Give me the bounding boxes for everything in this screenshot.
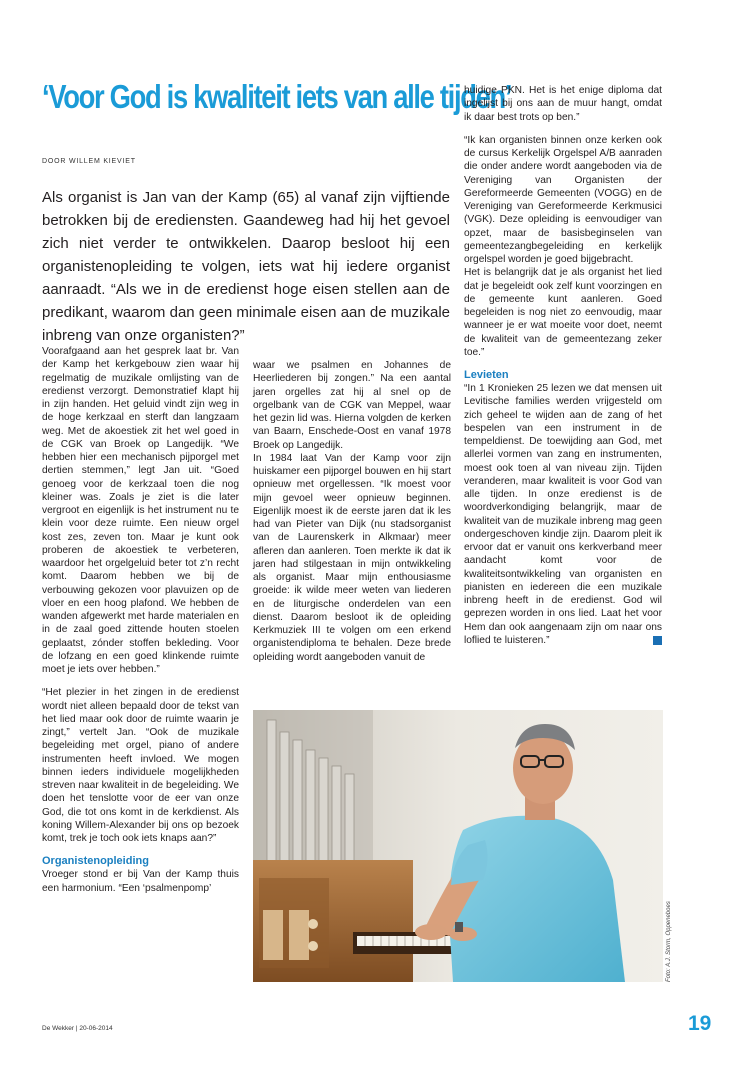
column-3: [464, 84, 662, 647]
body-paragraph: huidige PKN. Het is het enige diploma dat ingelijst bij ons aan de muur hangt, omdat ik daar best trots op ben.”: [464, 85, 662, 123]
body-paragraph: “Ik kan organisten binnen onze kerken ook de cursus Kerkelijk Orgelspel A/B aanraden die onder andere wordt aangeboden via de Vereniging van Organisten der Gereformeerde Gemeenten (VOGG) en de Vereniging van Gereformeerde Kerkmusici (VGK). Deze opleiding is eenvoudiger van opzet, maar de basisbeginselen van gemeentezangbegeleiding en kerkelijk orgelspel worden je goed bijgebracht.: [464, 134, 662, 265]
organist-photo: [253, 710, 663, 982]
subheading-levieten: Levieten: [464, 369, 509, 381]
body-paragraph: “Het plezier in het zingen in de eredienst wordt niet alleen bepaald door de tekst van het lied maar ook door de ruimte waarin je zingt,” vertelt Jan. “Ook de muzikale begeleiding met orgel, piano of andere instrumenten heeft invloed. We mogen binnen ieders individuele mogelijkheden streven naar kwaliteit in de begeleiding. We doen het tenslotte voor de eer van onze God, die tot ons komt in de kerkdienst. Als koning Willem-Alexander bij ons op bezoek komt, trek je toch ook iets knaps aan?”: [42, 687, 239, 844]
column-1: [42, 345, 239, 895]
footer-publication: De Wekker | 20-06-2014: [42, 1025, 113, 1032]
body-paragraph: Voorafgaand aan het gesprek laat br. Van der Kamp het kerkgebouw zien waar hij regelmatig de muzikale omlijsting van de eredienst verzorgt. Demonstratief klapt hij in zijn handen. Het geluid vindt zijn weg in de hoge kerkzaal en sterft dan langzaam weg. Met de akoestiek zit het wel goed in de CGK van Broek op Langedijk. “We hebben hier een mechanisch pijporgel met dertien stemmen,” legt Jan uit. “Goed genoeg voor de kerkzaal toen die nog kleiner was. Zoals je ziet is die later vergroot en eigenlijk is het instrument nu te klein voor deze ruimte. Een nieuw orgel kost zes, zeven ton. Maar je kunt ook proberen de akoestiek te verbeteren, waardoor het orgelgeluid beter tot z’n recht komt. Daarom hebben we bij de verbouwing gekozen voor plavuizen op de vloer en een hoog plafond. We hebben de wanden afgewerkt met harde materialen en in de zaal goed zittende houten stoelen geplaatst, zónder stoffen bekleding. Voor de lofzang en een goed klinkende ruimte moet je iets over hebben.”: [42, 346, 239, 675]
subheading-organistenopleiding: Organistenopleiding: [42, 855, 149, 868]
photo-credit: Foto: A.J. Storm, Oppeneboes: [666, 901, 672, 982]
body-paragraph: In 1984 laat Van der Kamp voor zijn huiskamer een pijporgel bouwen en hij start opnieuw met orgellessen. “Ik moest voor mijn gevoel weer opnieuw beginnen. Eigenlijk moest ik de eerste jaren dat ik les had van Pieter van Dijk (nu stadsorganist van de Laurenskerk in Alkmaar) meer afleren dan aanleren. Toen merkte ik dat ik jaren had stilgestaan in mijn ontwikkeling als organist. Maar mijn enthousiasme groeide: ik wilde meer weten van liederen en de liturgische onderdelen van een dienst. Daarom besloot ik de opleiding Kerkmuziek III te volgen om een erkend organistendiploma te behalen. Deze brede opleiding wordt aangeboden vanuit de: [253, 452, 451, 663]
article-title: ‘Voor God is kwaliteit iets van alle tijden’: [42, 78, 512, 115]
byline: DOOR WILLEM KIEVIET: [42, 158, 136, 165]
body-paragraph: Vroeger stond er bij Van der Kamp thuis een harmonium. “Een ‘psalmenpomp’: [42, 869, 239, 894]
closing-paragraph-text: “In 1 Kronieken 25 lezen we dat mensen uit Levitische families werden vrijgesteld om zich geheel te wijden aan de zang of het bespelen van een instrument in de tempeldienst. De toewijding aan God, met allerlei vormen van zang en instrumenten, moest ook toen al van niveau zijn. Tijden veranderen, maar kwaliteit is voor God van alle tijden. In onze eredienst is de woordverkondiging belangrijk, maar de kwaliteit van de muzikale inbreng mag geen ondergeschoven kindje zijn. Daarom pleit ik ervoor dat er vanuit ons kerkverband meer aandacht komt voor de kwaliteitsontwikkeling van organisten en pianisten en iedereen die een muzikale inbreng heeft in de eredienst. God wil geprezen worden in ons lied. Laat het voor Hem dan ook aangenaam zijn om naar ons loflied te luisteren.”: [464, 383, 662, 646]
end-of-article-square-icon: [653, 636, 662, 645]
body-paragraph: [464, 382, 662, 647]
body-paragraph: waar we psalmen en Johannes de Heerliederen bij zongen.” Na een aantal jaren orgelles zat hij al snel op de orgelbank van de CGK van Meppel, waar het gezin lid was. Hierna volgden de kerken van Baarn, Enschede-Oost en vanaf 1978 Broek op Langedijk.: [253, 360, 451, 451]
page-number: 19: [688, 1012, 712, 1035]
body-paragraph: Het is belangrijk dat je als organist het lied dat je begeleidt ook zelf kunt voorzingen en de gemeente kunt aanleren. Goed begeleiden is nog niet zo eenvoudig, maar wanneer je er wat moeite voor doet, neemt de kwaliteit van de gemeentezang zeker toe.”: [464, 267, 662, 358]
column-2: [253, 359, 451, 664]
organist-photo-illustration: [253, 710, 663, 982]
intro-paragraph: Als organist is Jan van der Kamp (65) al vanaf zijn vijftiende betrokken bij de erediensten. Gaandeweg had hij het gevoel zich niet verder te ontwikkelen. Daarop besloot hij een organistenopleiding te volgen, iets wat hij iedere organist aanraadt. “Als we in de eredienst hoge eisen stellen aan de predikant, waarom dan geen minimale eisen aan de muzikale inbreng van onze organisten?”: [42, 189, 450, 344]
article-intro: [42, 186, 450, 347]
